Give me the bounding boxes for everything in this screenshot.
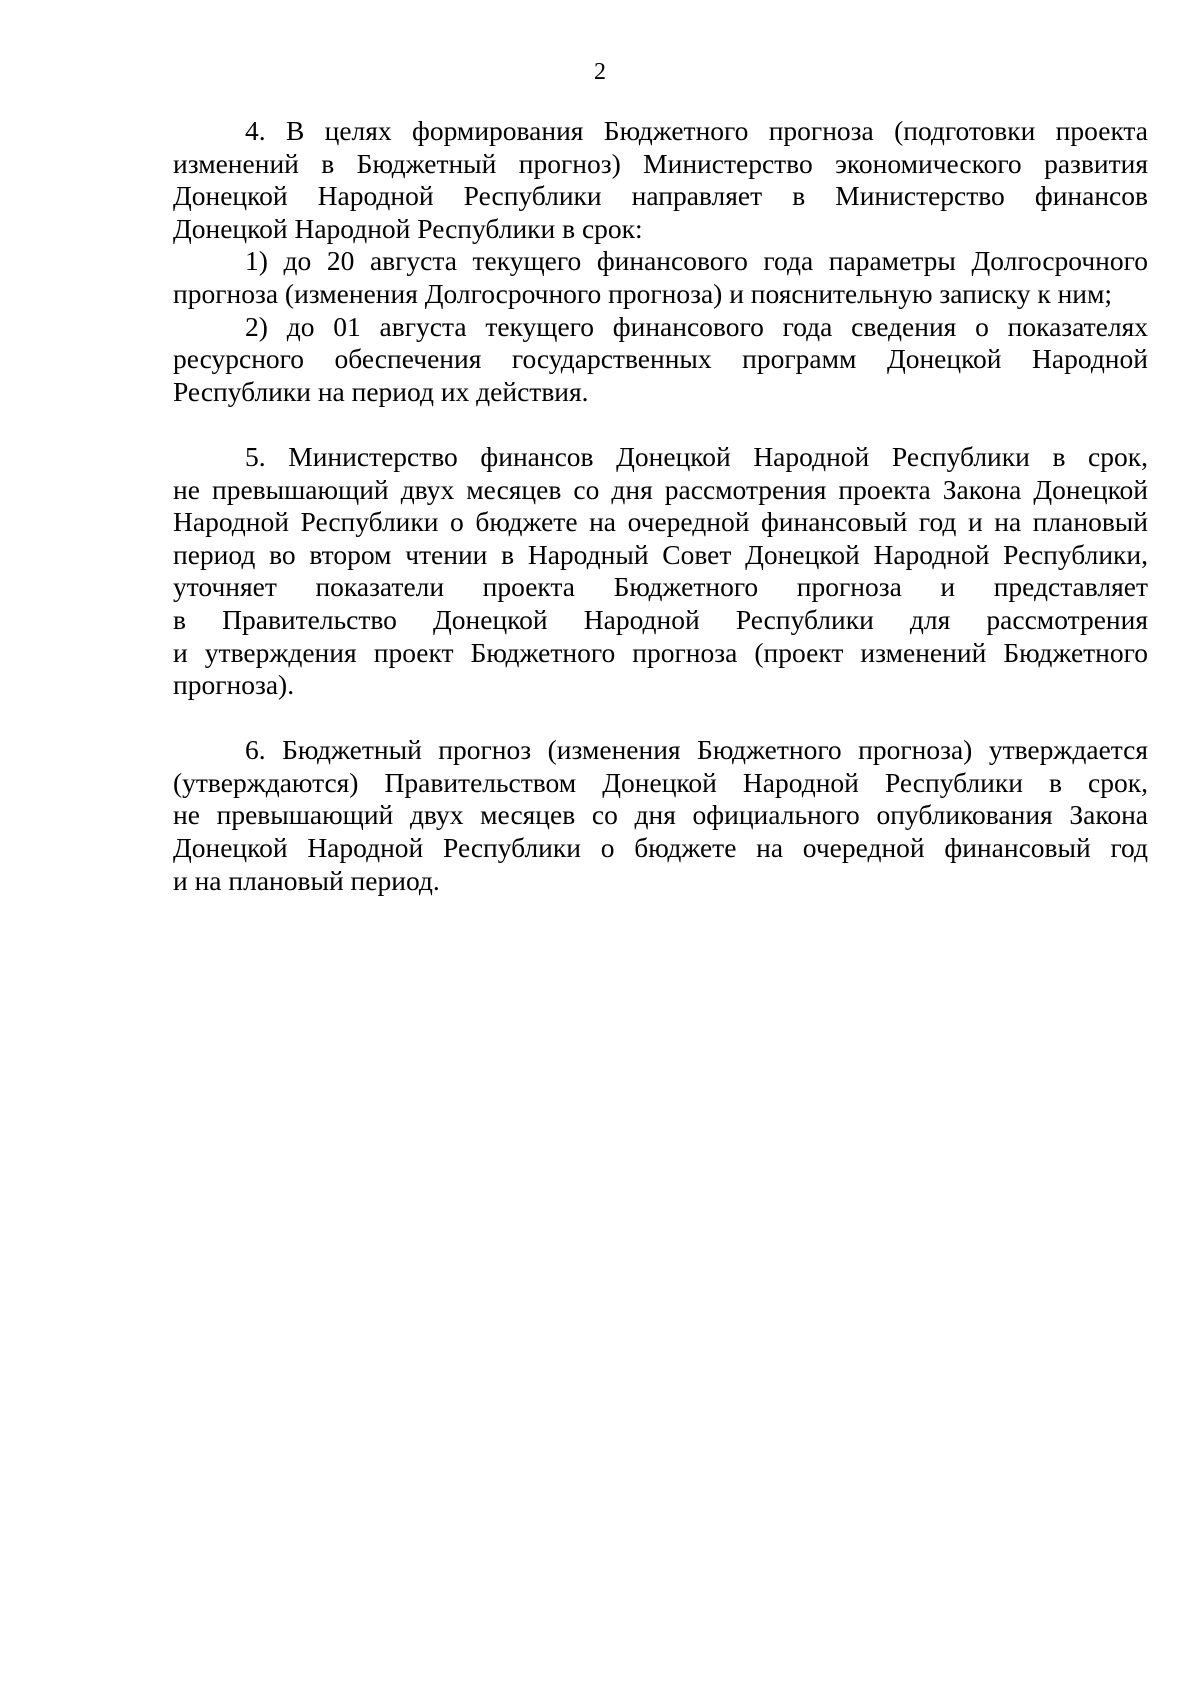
paragraph-line: Республики на период их действия.	[173, 375, 589, 407]
paragraph-line: Народной Республики о бюджете на очередной финансовый год и на плановый	[173, 506, 1148, 538]
paragraph-line: уточняет показатели проекта Бюджетного прогноза и представляет	[173, 571, 1148, 603]
paragraph-line: 1) до 20 августа текущего финансового года параметры Долгосрочного	[245, 245, 1148, 277]
paragraph-line: Донецкой Народной Республики о бюджете на очередной финансовый год	[173, 832, 1148, 864]
paragraph-5	[173, 441, 1148, 702]
paragraph-6	[173, 734, 1148, 897]
paragraph-line: Донецкой Народной Республики направляет в Министерство финансов	[173, 180, 1148, 212]
paragraph-line: 2) до 01 августа текущего финансового года сведения о показателях	[245, 310, 1148, 342]
paragraph-line: 5. Министерство финансов Донецкой Народной Республики в срок,	[245, 440, 1148, 472]
paragraph-line: (утверждаются) Правительством Донецкой Народной Республики в срок,	[173, 766, 1148, 798]
paragraph-line: 6. Бюджетный прогноз (изменения Бюджетного прогноза) утверждается	[245, 734, 1148, 766]
paragraph-line: и утверждения проект Бюджетного прогноза (проект изменений Бюджетного	[173, 636, 1148, 668]
paragraph-line: 4. В целях формирования Бюджетного прогноза (подготовки проекта	[245, 115, 1148, 146]
paragraph-4-item-2	[173, 311, 1148, 409]
paragraph-line: Донецкой Народной Республики в срок:	[173, 212, 643, 244]
page-number: 2	[594, 59, 606, 85]
paragraph-line: прогноза).	[173, 669, 295, 701]
paragraph-line: период во втором чтении в Народный Совет Донецкой Народной Республики,	[173, 538, 1148, 570]
paragraph-line: ресурсного обеспечения государственных программ Донецкой Народной	[173, 343, 1148, 375]
paragraph-line: и на плановый период.	[173, 864, 440, 896]
paragraph-4-item-1	[173, 245, 1148, 310]
paragraph-line: не превышающий двух месяцев со дня официального опубликования Закона	[173, 799, 1148, 831]
paragraph-line: изменений в Бюджетный прогноз) Министерство экономического развития	[173, 147, 1148, 179]
paragraph-4	[173, 115, 1148, 245]
paragraph-line: прогноза (изменения Долгосрочного прогноза) и пояснительную записку к ним;	[173, 277, 1113, 309]
paragraph-line: не превышающий двух месяцев со дня рассмотрения проекта Закона Донецкой	[173, 473, 1148, 505]
paragraph-line: в Правительство Донецкой Народной Республики для рассмотрения	[173, 603, 1148, 635]
document-body	[173, 115, 1148, 897]
